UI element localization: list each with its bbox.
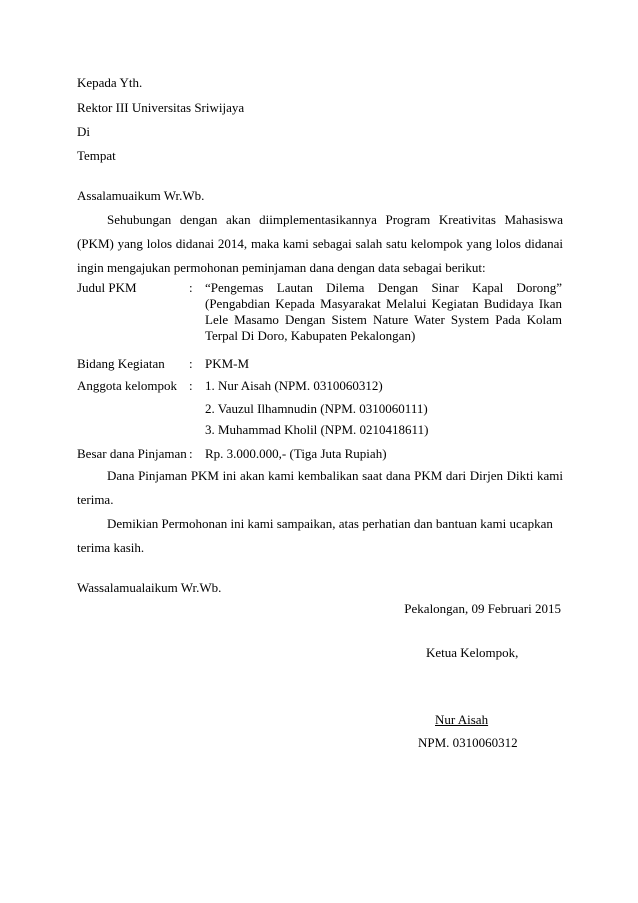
signature-name: Nur Aisah bbox=[435, 712, 489, 727]
signature-place-date: Pekalongan, 09 Februari 2015 bbox=[404, 601, 561, 616]
closing-para-2-line-2: terima kasih. bbox=[77, 540, 145, 555]
signature-npm: NPM. 0310060312 bbox=[418, 735, 518, 750]
recipient-place: Tempat bbox=[77, 148, 116, 163]
besar-label: Besar dana Pinjaman bbox=[77, 446, 187, 461]
besar-colon: : bbox=[189, 446, 193, 461]
judul-line-2: (Pengabdian Kepada Masyarakat Melalui Kegiatan Budidaya Ikan bbox=[205, 296, 562, 311]
recipient-di: Di bbox=[77, 124, 90, 139]
closing-para-2-line-1: Demikian Permohonan ini kami sampaikan, atas perhatian dan bantuan kami ucapkan bbox=[107, 516, 553, 531]
intro-line-2: (PKM) yang lolos didanai 2014, maka kami sebagai salah satu kelompok yang lolos didanai bbox=[77, 236, 563, 251]
anggota-member-3: 3. Muhammad Kholil (NPM. 0210418611) bbox=[205, 422, 429, 437]
anggota-label: Anggota kelompok bbox=[77, 378, 178, 393]
opening-greeting: Assalamuaikum Wr.Wb. bbox=[77, 188, 205, 203]
closing-para-1-line-1: Dana Pinjaman PKM ini akan kami kembalikan saat dana PKM dari Dirjen Dikti kami bbox=[107, 468, 563, 483]
recipient-title: Rektor III Universitas Sriwijaya bbox=[77, 100, 245, 115]
bidang-colon: : bbox=[189, 356, 193, 371]
judul-label: Judul PKM bbox=[77, 280, 137, 295]
bidang-label: Bidang Kegiatan bbox=[77, 356, 165, 371]
judul-line-1: “Pengemas Lautan Dilema Dengan Sinar Kapal Dorong” bbox=[205, 280, 562, 295]
judul-colon: : bbox=[189, 280, 193, 295]
intro-line-3: ingin mengajukan permohonan peminjaman dana dengan data sebagai berikut: bbox=[77, 260, 486, 275]
judul-line-4: Terpal Di Doro, Kabupaten Pekalongan) bbox=[205, 328, 416, 343]
anggota-member-1: 1. Nur Aisah (NPM. 0310060312) bbox=[205, 378, 383, 393]
anggota-colon: : bbox=[189, 378, 193, 393]
intro-line-1: Sehubungan dengan akan diimplementasikannya Program Kreativitas Mahasiswa bbox=[107, 212, 563, 227]
anggota-member-2: 2. Vauzul Ilhamnudin (NPM. 0310060111) bbox=[205, 401, 428, 416]
closing-para-1-line-2: terima. bbox=[77, 492, 114, 507]
bidang-value: PKM-M bbox=[205, 356, 250, 371]
besar-value: Rp. 3.000.000,- (Tiga Juta Rupiah) bbox=[205, 446, 387, 461]
recipient-greeting: Kepada Yth. bbox=[77, 75, 143, 90]
judul-line-3: Lele Masamo Dengan Sistem Nature Water System Pada Kolam bbox=[205, 312, 562, 327]
closing-salutation: Wassalamualaikum Wr.Wb. bbox=[77, 580, 222, 595]
signature-role: Ketua Kelompok, bbox=[426, 645, 519, 660]
